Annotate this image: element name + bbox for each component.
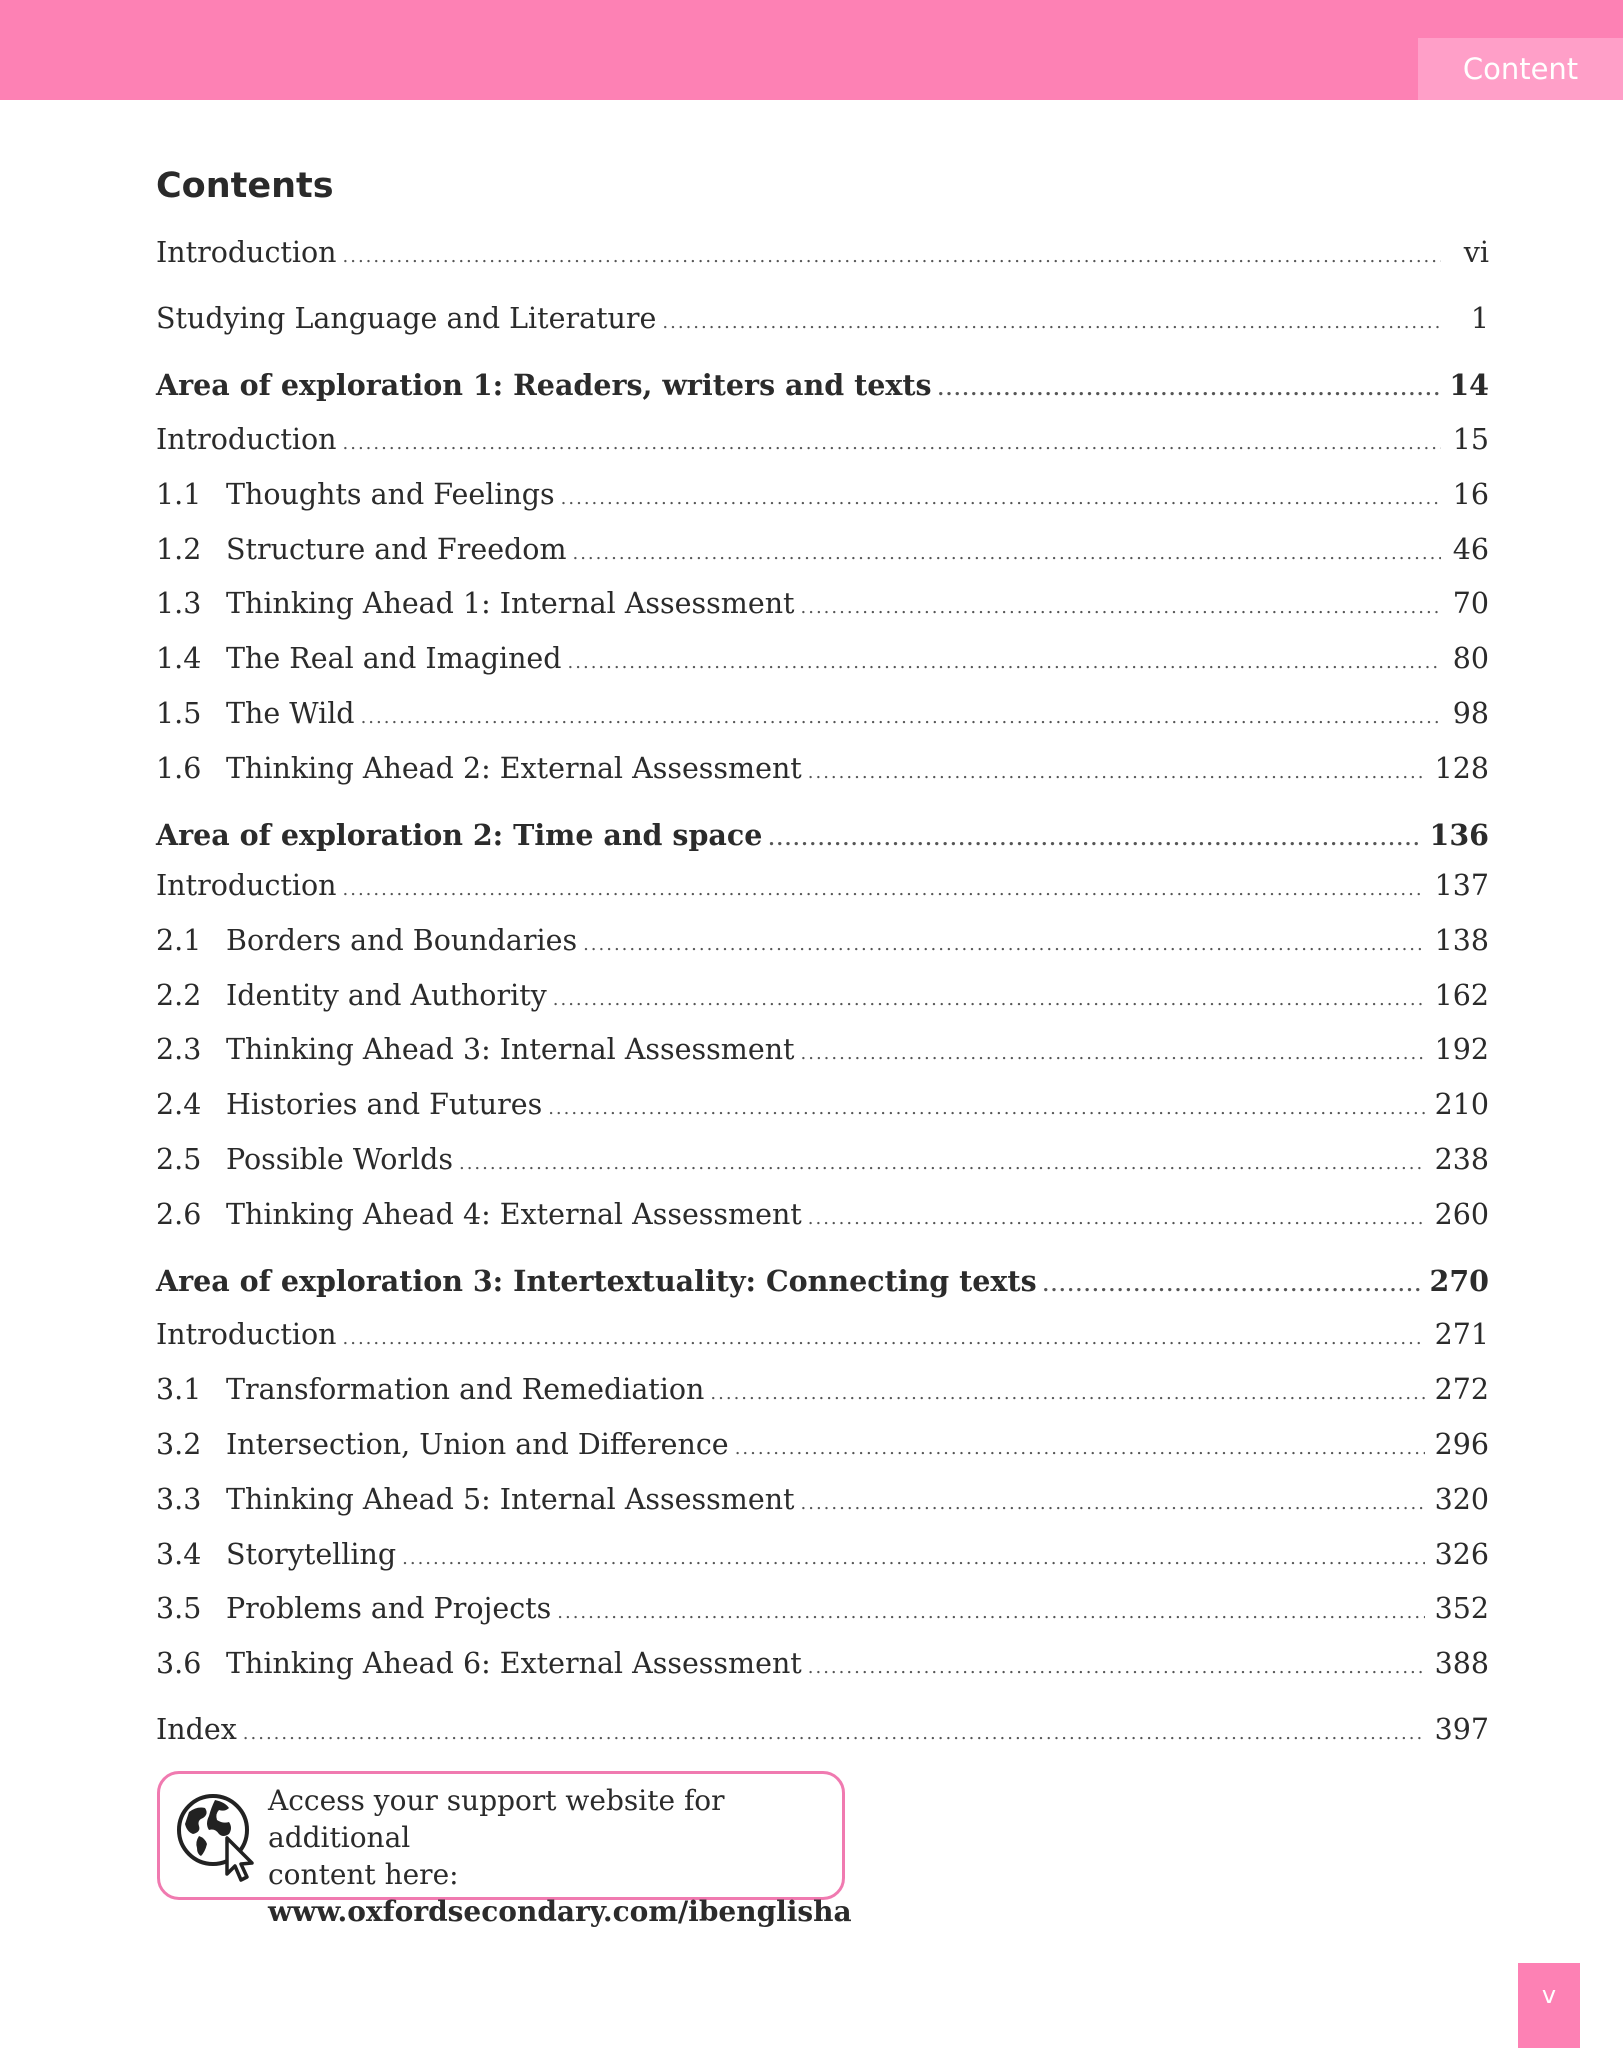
toc-entry-number: 2.3: [156, 1033, 202, 1066]
toc-entry-number: 2.4: [156, 1088, 202, 1121]
toc-entry-title: Thinking Ahead 3: Internal Assessment: [226, 1033, 795, 1066]
toc-entry-title: Thinking Ahead 6: External Assessment: [226, 1647, 802, 1680]
toc-entry-page: 14: [1449, 368, 1489, 402]
toc-entry-page: 296: [1434, 1428, 1489, 1461]
toc-entry-page: 320: [1434, 1483, 1489, 1516]
toc-entry[interactable]: [156, 1260, 1489, 1302]
dot-leader: [808, 1647, 1425, 1689]
toc-entry-page: 70: [1452, 587, 1489, 620]
toc-entry-number: 1.1: [156, 478, 202, 511]
toc-entry-number: 1.2: [156, 533, 202, 566]
toc-entry-page: 46: [1452, 533, 1489, 566]
toc-entry[interactable]: [156, 232, 1489, 274]
toc-entry-title: Identity and Authority: [226, 979, 547, 1012]
dot-leader: [557, 1592, 1424, 1634]
toc-entry-title: Possible Worlds: [226, 1143, 453, 1176]
dot-leader: [808, 752, 1425, 794]
toc-entry[interactable]: [156, 920, 1489, 962]
toc-entry-number: 1.4: [156, 642, 202, 675]
toc-entry-title: Thinking Ahead 4: External Assessment: [226, 1198, 802, 1231]
toc-entry-page: 238: [1434, 1143, 1489, 1176]
toc-entry-page: 162: [1434, 979, 1489, 1012]
toc-entry[interactable]: [156, 298, 1489, 340]
toc-entry[interactable]: [156, 1084, 1489, 1126]
dot-leader: [801, 587, 1442, 629]
top-banner: [0, 0, 1623, 100]
dot-leader: [343, 1318, 1425, 1360]
toc-entry-page: 80: [1452, 642, 1489, 675]
toc-entry-number: 3.4: [156, 1538, 202, 1571]
dot-leader: [343, 236, 1442, 278]
toc-entry-number: 1.6: [156, 752, 202, 785]
toc-entry-page: 16: [1452, 478, 1489, 511]
dot-leader: [801, 1033, 1425, 1075]
toc-entry-title: Thinking Ahead 2: External Assessment: [226, 752, 802, 785]
toc-entry[interactable]: [156, 364, 1489, 406]
toc-entry-number: 1.5: [156, 697, 202, 730]
toc-entry[interactable]: [156, 1029, 1489, 1071]
toc-entry-title: Introduction: [156, 236, 337, 269]
toc-entry-page: 210: [1434, 1088, 1489, 1121]
toc-entry[interactable]: [156, 1534, 1489, 1576]
dot-leader: [548, 1088, 1424, 1130]
toc-entry[interactable]: [156, 1139, 1489, 1181]
support-line-2: content here:: [268, 1858, 459, 1891]
dot-leader: [243, 1713, 1425, 1755]
toc-entry-page: 352: [1434, 1592, 1489, 1625]
toc-entry-page: 138: [1434, 924, 1489, 957]
toc-entry-page: 98: [1452, 697, 1489, 730]
dot-leader: [808, 1198, 1425, 1240]
support-line-1: Access your support website for additional: [268, 1784, 725, 1854]
dot-leader: [710, 1373, 1424, 1415]
toc-entry-title: Thinking Ahead 1: Internal Assessment: [226, 587, 795, 620]
toc-entry-title: Studying Language and Literature: [156, 302, 657, 335]
toc-entry[interactable]: [156, 748, 1489, 790]
dot-leader: [801, 1483, 1425, 1525]
support-website-box: [157, 1771, 852, 1928]
toc-entry-page: 15: [1452, 423, 1489, 456]
toc-entry[interactable]: [156, 1424, 1489, 1466]
dot-leader: [343, 869, 1425, 911]
toc-entry-page: 397: [1434, 1713, 1489, 1746]
section-tab: Content: [1418, 38, 1623, 100]
dot-leader: [343, 423, 1442, 465]
toc-entry-title: Transformation and Remediation: [226, 1373, 705, 1406]
toc-entry-page: 270: [1429, 1264, 1489, 1298]
toc-entry[interactable]: [156, 865, 1489, 907]
toc-entry[interactable]: [156, 1369, 1489, 1411]
page-title: Contents: [156, 166, 334, 206]
toc-entry-page: 388: [1434, 1647, 1489, 1680]
toc-entry[interactable]: [156, 1314, 1489, 1356]
page-number: v: [1541, 1981, 1557, 2009]
dot-leader: [662, 302, 1441, 344]
toc-entry-page: 192: [1434, 1033, 1489, 1066]
toc-entry-title: Introduction: [156, 869, 337, 902]
toc-entry-number: 1.3: [156, 587, 202, 620]
toc-entry-title: Area of exploration 1: Readers, writers and texts: [156, 368, 932, 402]
toc-entry-title: The Wild: [226, 697, 355, 730]
toc-entry[interactable]: [156, 1194, 1489, 1236]
toc-entry-number: 2.1: [156, 924, 202, 957]
toc-entry-title: Index: [156, 1713, 237, 1746]
toc-entry-number: 3.5: [156, 1592, 202, 1625]
toc-entry[interactable]: [156, 1709, 1489, 1751]
toc-entry-page: vi: [1463, 236, 1489, 269]
toc-entry-number: 2.2: [156, 979, 202, 1012]
support-text: [268, 1782, 852, 1930]
toc-entry-title: Problems and Projects: [226, 1592, 552, 1625]
toc-entry-title: Thoughts and Feelings: [226, 478, 555, 511]
support-url-link[interactable]: www.oxfordsecondary.com/ibenglisha: [268, 1895, 852, 1928]
dot-leader: [568, 642, 1441, 684]
toc-entry-page: 128: [1434, 752, 1489, 785]
toc-entry-title: Area of exploration 3: Intertextuality: Connecting texts: [156, 1264, 1037, 1298]
toc-entry-title: Area of exploration 2: Time and space: [156, 818, 763, 852]
dot-leader: [459, 1143, 1425, 1185]
toc-entry-page: 271: [1434, 1318, 1489, 1351]
globe-cursor-icon: [175, 1790, 257, 1882]
toc-entry[interactable]: [156, 474, 1489, 516]
toc-entry-page: 136: [1429, 818, 1489, 852]
toc-entry[interactable]: [156, 583, 1489, 625]
dot-leader: [402, 1538, 1424, 1580]
toc-entry-page: 137: [1434, 869, 1489, 902]
toc-entry-page: 326: [1434, 1538, 1489, 1571]
toc-entry-number: 3.3: [156, 1483, 202, 1516]
toc-entry[interactable]: [156, 975, 1489, 1017]
toc-entry-title: Histories and Futures: [226, 1088, 543, 1121]
toc-entry-page: 260: [1434, 1198, 1489, 1231]
toc-entry[interactable]: [156, 693, 1489, 735]
toc-entry[interactable]: [156, 529, 1489, 571]
toc-entry-title: Borders and Boundaries: [226, 924, 578, 957]
toc-entry-title: The Real and Imagined: [226, 642, 562, 675]
dot-leader: [768, 819, 1419, 861]
toc-entry-title: Storytelling: [226, 1538, 397, 1571]
page-number-tab: [1518, 1963, 1580, 2048]
toc-entry-title: Introduction: [156, 1318, 337, 1351]
toc-entry[interactable]: [156, 1588, 1489, 1630]
dot-leader: [361, 697, 1441, 739]
toc-entry[interactable]: [156, 1479, 1489, 1521]
dot-leader: [561, 478, 1441, 520]
toc-entry[interactable]: [156, 638, 1489, 680]
toc-entry-number: 3.2: [156, 1428, 202, 1461]
dot-leader: [938, 369, 1440, 411]
toc-entry-title: Thinking Ahead 5: Internal Assessment: [226, 1483, 795, 1516]
toc-entry-number: 2.6: [156, 1198, 202, 1231]
dot-leader: [1043, 1265, 1420, 1307]
toc-entry-number: 3.6: [156, 1647, 202, 1680]
toc-entry-title: Intersection, Union and Difference: [226, 1428, 729, 1461]
toc-entry-title: Structure and Freedom: [226, 533, 567, 566]
toc-entry-number: 3.1: [156, 1373, 202, 1406]
toc-entry[interactable]: [156, 1643, 1489, 1685]
toc-entry-page: 272: [1434, 1373, 1489, 1406]
dot-leader: [735, 1428, 1425, 1470]
toc-entry-title: Introduction: [156, 423, 337, 456]
toc-entry[interactable]: [156, 814, 1489, 856]
dot-leader: [572, 533, 1441, 575]
dot-leader: [583, 924, 1425, 966]
toc-entry[interactable]: [156, 419, 1489, 461]
toc-entry-page: 1: [1470, 302, 1489, 335]
toc-entry-number: 2.5: [156, 1143, 202, 1176]
dot-leader: [553, 979, 1425, 1021]
